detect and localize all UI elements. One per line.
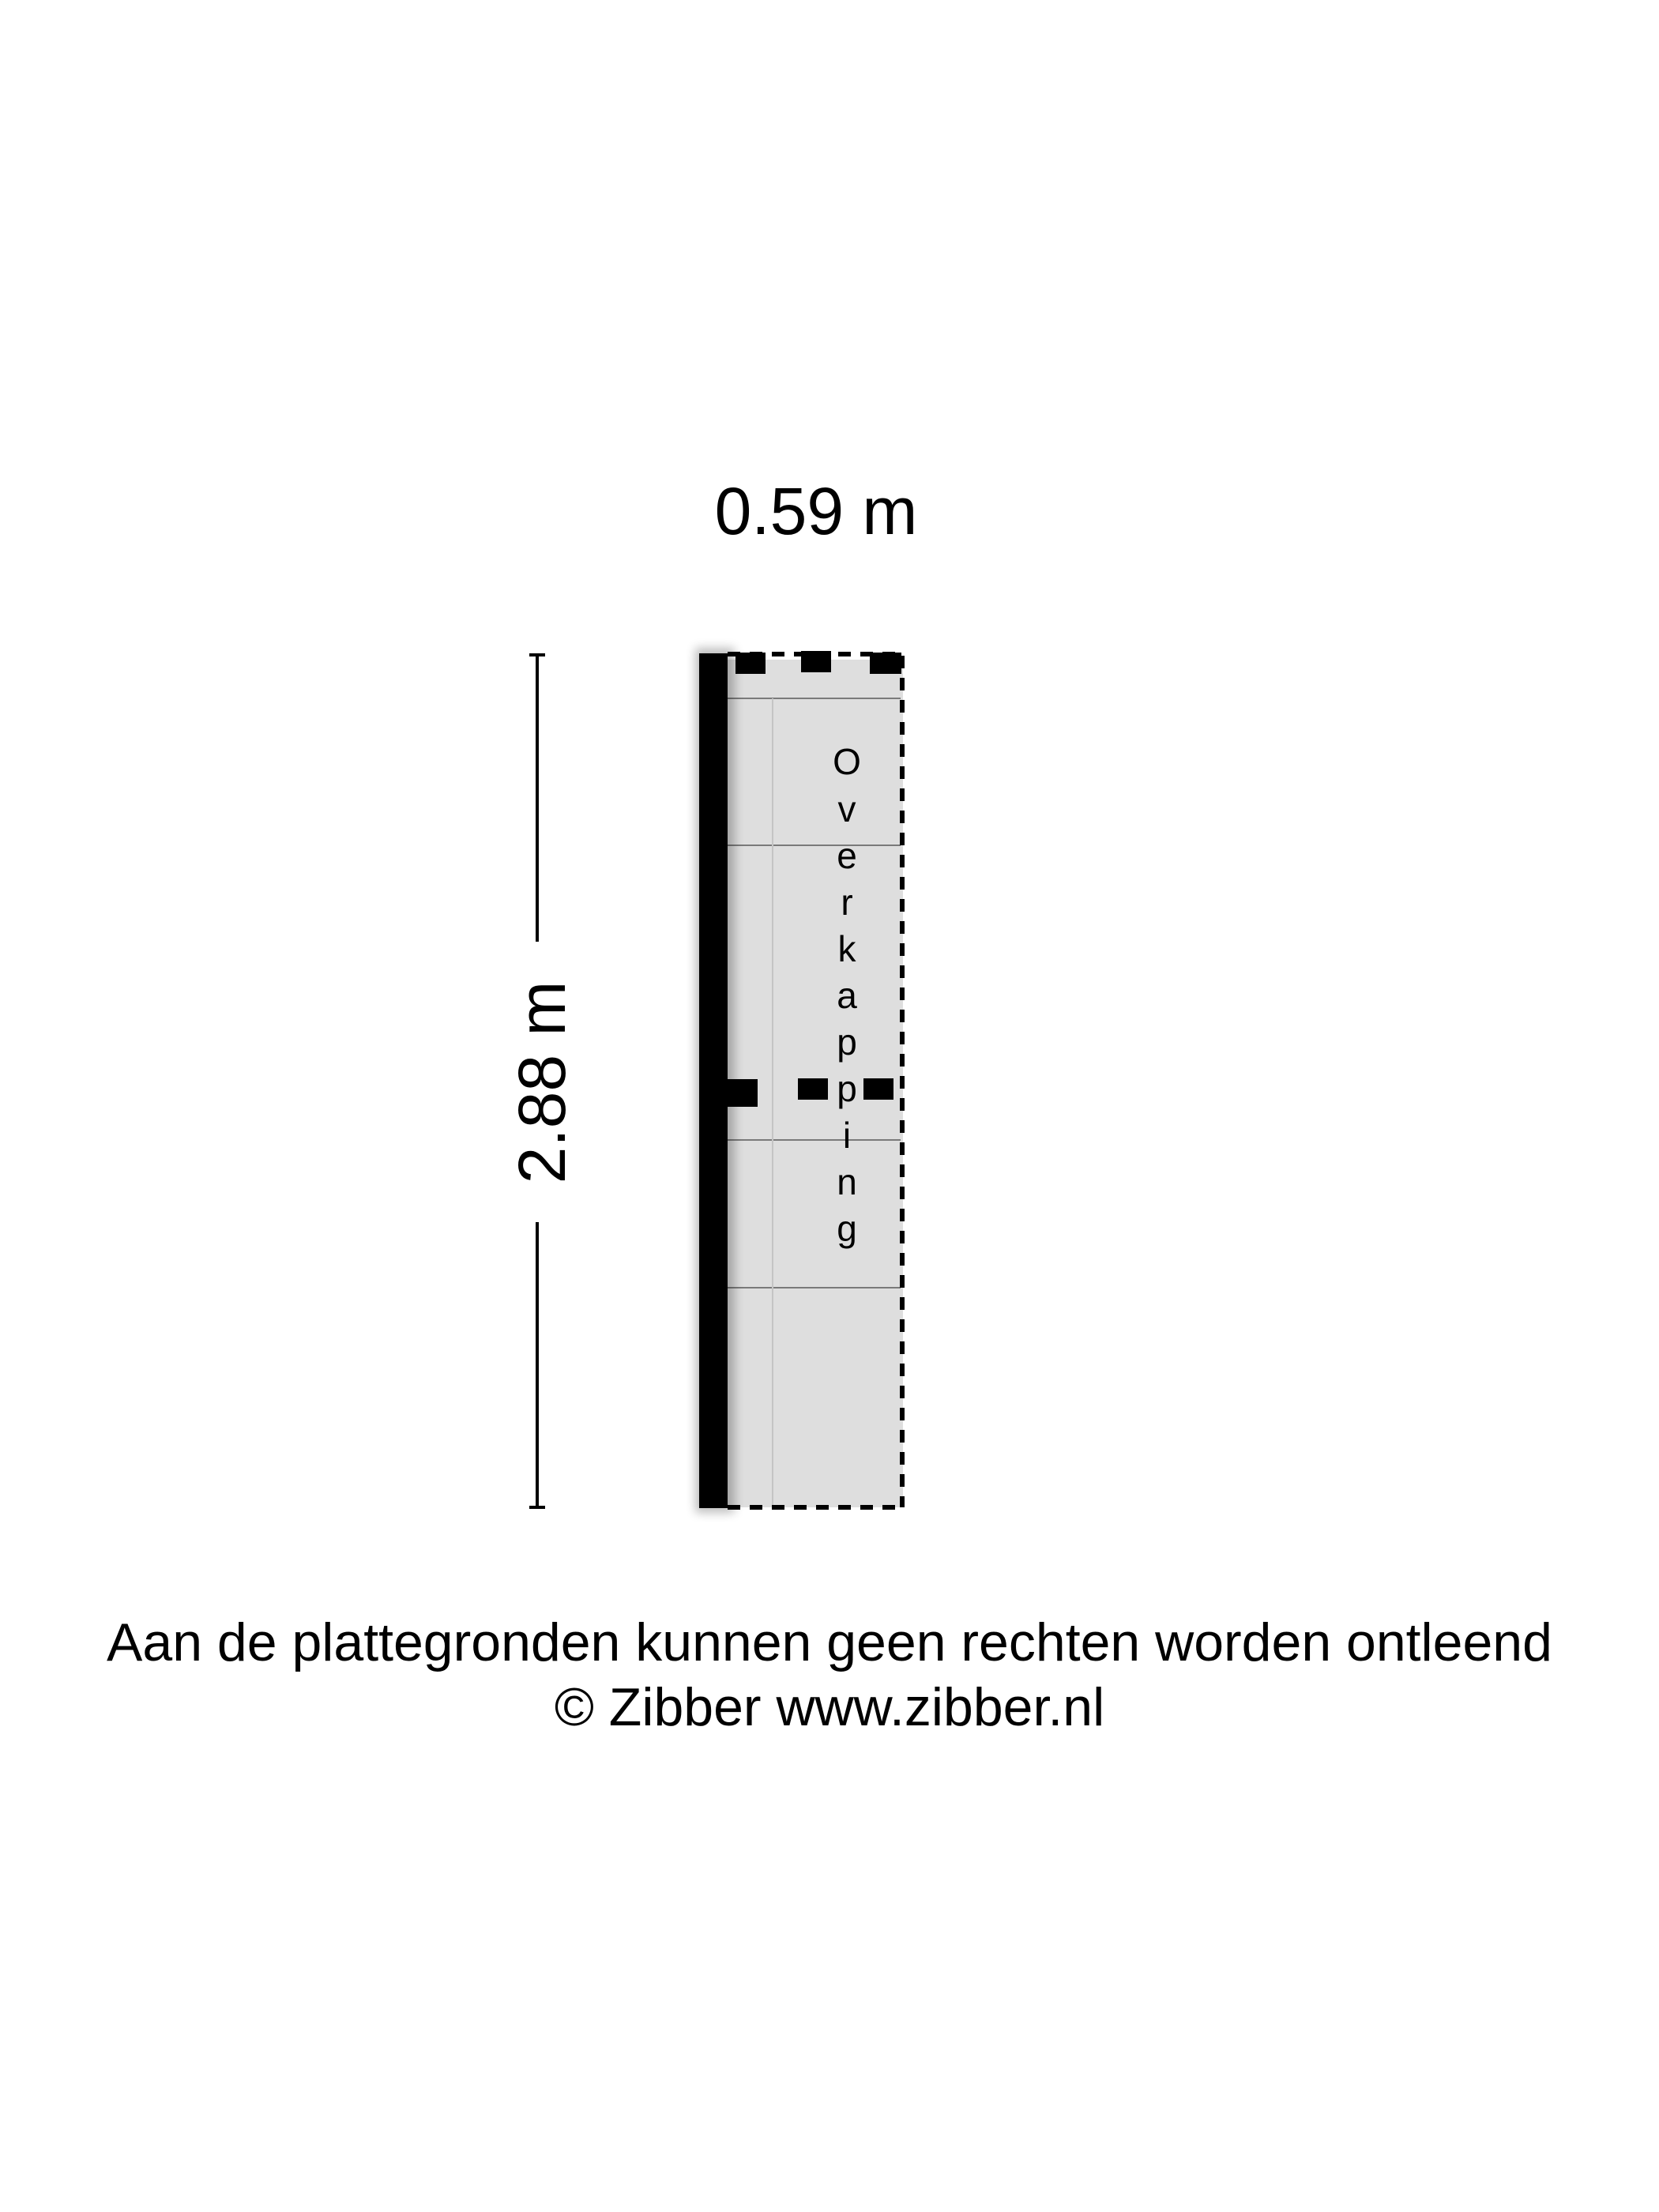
room-label-letter: O xyxy=(833,741,861,782)
room-label-letter: g xyxy=(837,1208,857,1249)
room-label-letter: e xyxy=(837,835,857,876)
copyright-text: © Zibber www.zibber.nl xyxy=(554,1677,1105,1737)
post-top-1 xyxy=(735,653,766,674)
room-label-letter: i xyxy=(842,1115,852,1156)
post-top-3 xyxy=(870,653,901,674)
room-label-letter: r xyxy=(841,882,853,923)
room-label-letter: p xyxy=(837,1021,857,1063)
solid-wall xyxy=(699,653,728,1508)
room-label-letter: a xyxy=(837,975,857,1016)
footer xyxy=(0,1610,1659,1740)
room-label-letter: k xyxy=(837,928,856,969)
room-label-letter: v xyxy=(837,788,856,830)
post-mid-2 xyxy=(798,1078,828,1100)
room-label-letter: n xyxy=(837,1161,857,1202)
room-label-letter: p xyxy=(837,1068,857,1109)
disclaimer-text: Aan de plattegronden kunnen geen rechten worden ontleend xyxy=(107,1612,1552,1672)
post-mid-1 xyxy=(726,1079,758,1107)
width-dimension-label: 0.59 m xyxy=(714,474,918,548)
post-top-2 xyxy=(801,651,831,672)
height-dimension-label: 2.88 m xyxy=(505,980,579,1184)
post-mid-3 xyxy=(863,1078,893,1100)
